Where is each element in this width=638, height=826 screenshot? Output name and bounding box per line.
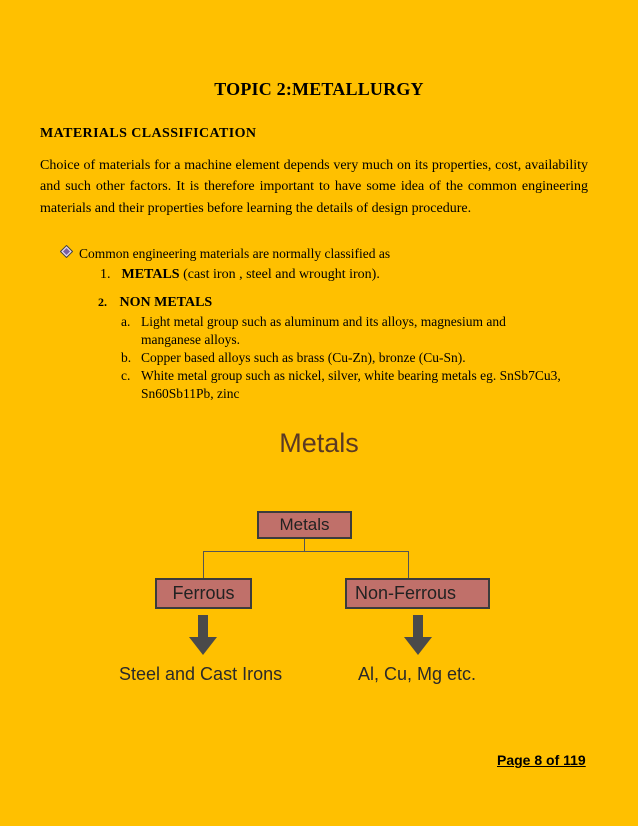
- diagram-ferrous-box: Ferrous: [155, 578, 252, 609]
- diagram-root-box: Metals: [257, 511, 352, 539]
- list-number: 2.: [98, 295, 107, 309]
- down-arrow-icon: [188, 615, 218, 657]
- bullet-item: [60, 245, 390, 262]
- sublist-letter: a.: [121, 314, 131, 329]
- connector-line: [203, 551, 409, 552]
- sublist-letter: b.: [121, 350, 132, 365]
- page-number: Page 8 of 119: [497, 752, 586, 768]
- diagram-title: Metals: [279, 428, 359, 458]
- ferrous-examples: Steel and Cast Irons: [119, 664, 283, 684]
- sublist-item: [121, 367, 561, 403]
- section-heading: MATERIALS CLASSIFICATION: [40, 126, 257, 141]
- sublist-text: Light metal group such as aluminum and its alloys, magnesium and manganese alloys.: [141, 314, 506, 347]
- sublist-letter: c.: [121, 368, 131, 383]
- connector-line: [203, 551, 204, 578]
- down-arrow-icon: [403, 615, 433, 657]
- intro-paragraph: Choice of materials for a machine element depends very much on its properties, cost, availability and such other factors. It is therefore important to have some idea of the common engineering materials and their properties before learning the details of design procedure.: [40, 158, 588, 216]
- sublist-item: [121, 349, 561, 367]
- sublist-item: [121, 313, 561, 349]
- bullet-text: Common engineering materials are normally classified as: [79, 246, 391, 261]
- list-item-non-metals: [98, 295, 212, 311]
- list-item-metals: [100, 267, 380, 283]
- list-heading: NON METALS: [119, 295, 213, 310]
- list-heading: METALS: [121, 267, 180, 282]
- connector-line: [304, 539, 305, 551]
- connector-line: [408, 551, 409, 578]
- sublist-text: Copper based alloys such as brass (Cu-Zn), bronze (Cu-Sn).: [141, 350, 466, 365]
- nonferrous-examples: Al, Cu, Mg etc.: [358, 664, 477, 684]
- diamond-bullet-icon: [60, 245, 74, 262]
- page-title: TOPIC 2:METALLURGY: [214, 79, 424, 99]
- sublist-text: White metal group such as nickel, silver, white bearing metals eg. SnSb7Cu3, Sn60Sb11Pb, zinc: [141, 368, 561, 401]
- diagram-nonferrous-box: Non-Ferrous: [345, 578, 490, 609]
- non-metal-sublist: [121, 313, 561, 403]
- list-detail: (cast iron , steel and wrought iron).: [179, 267, 380, 282]
- list-number: 1.: [100, 267, 111, 282]
